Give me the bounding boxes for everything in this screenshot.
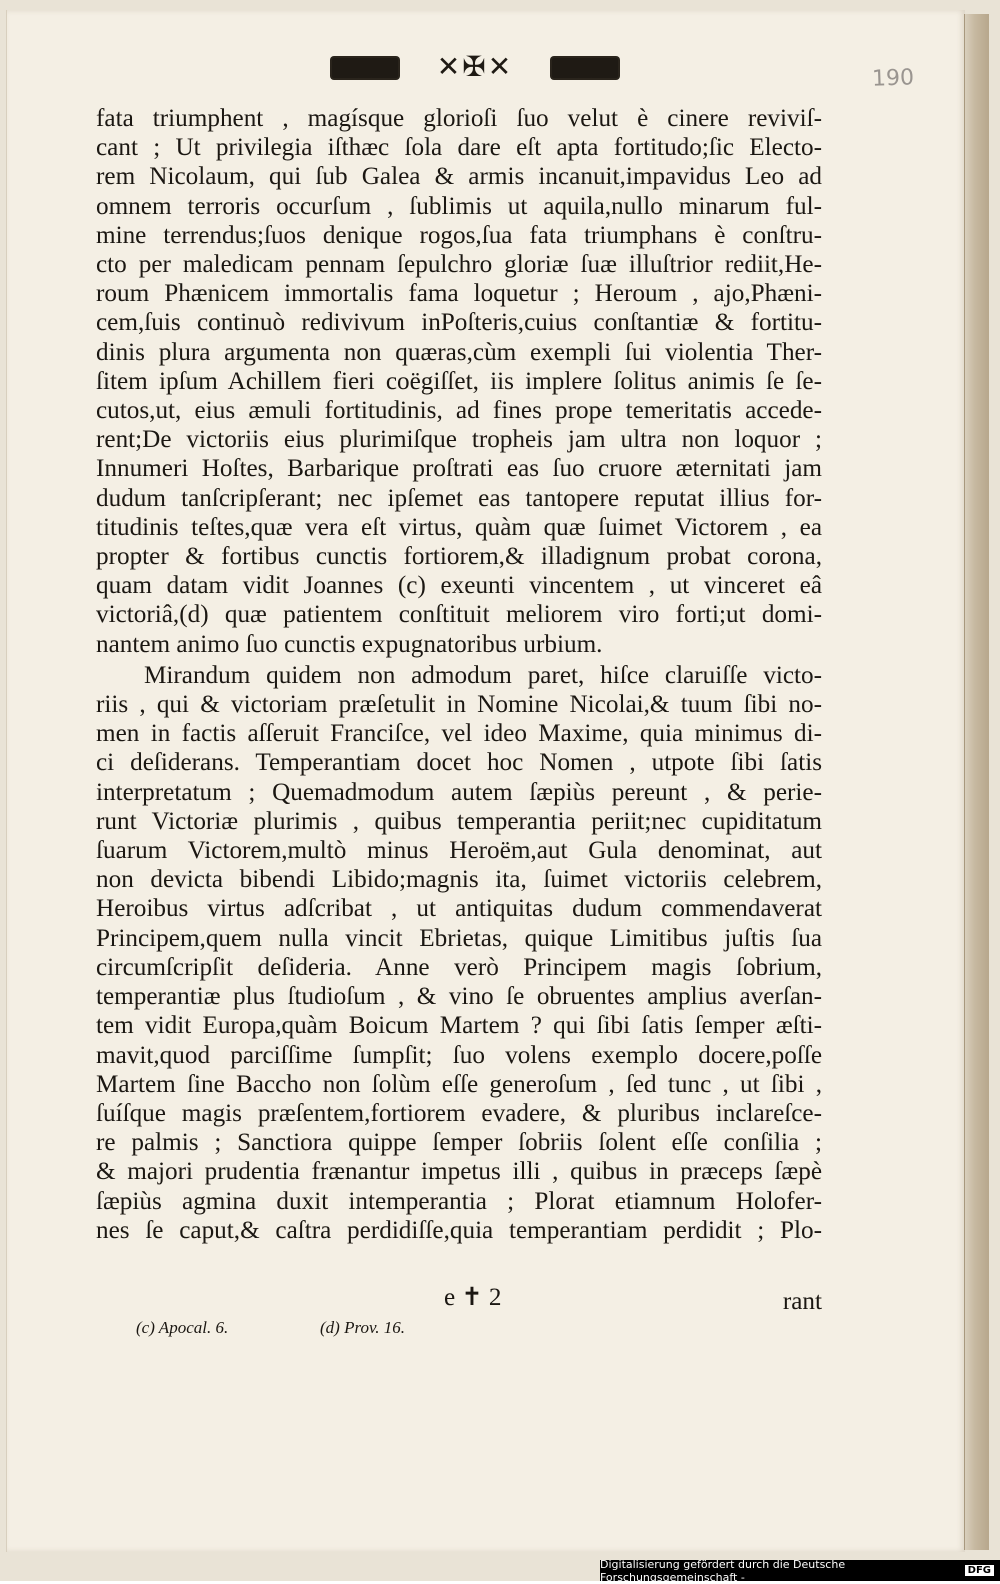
text-line: non devicta bibendi Libido;magnis ita, ſuimet victoriis celebrem, <box>96 866 822 894</box>
text-line: quam datam vidit Joannes (c) exeunti vincentem , ut vinceret eâ <box>96 572 822 600</box>
text-line: roum Phænicem immortalis fama loquetur ; Heroum , ajo,Phæni- <box>96 280 822 308</box>
text-line: fata triumphent , magísque glorioſi ſuo velut è cinere reviviſ- <box>96 105 822 132</box>
text-line: victoriâ,(d) quæ patientem conſtituit meliorem viro forti;ut domi- <box>96 601 822 629</box>
text-line: mine terrendus;ſuos denique rogos,ſua fata triumphans è conſtru- <box>96 221 822 249</box>
text-line: ſuíſque magis præſentem,fortiorem evadere, & pluribus inclareſce- <box>96 1099 822 1127</box>
footnote-c: (c) Apocal. 6. <box>136 1318 229 1337</box>
text-line: rent;De victoriis eius plurimiſque tropheis jam ultra non loquor ; <box>96 426 822 454</box>
text-line: Innumeri Hoſtes, Barbarique proſtrati eas ſuo cruore æternitati jam <box>96 455 822 483</box>
dfg-logo: DFG <box>965 1565 994 1576</box>
text-line: riis , qui & victoriam præſetulit in Nomine Nicolai,& tuum ſibi no- <box>96 691 822 719</box>
catchword: rant <box>782 1288 822 1315</box>
text-line: Mirandum quidem non admodum paret, hiſce claruiſſe victo- <box>144 661 822 689</box>
page-fore-edge <box>964 14 989 1550</box>
text-line: cem,ſuis continuò redivivum inPoſteris,cuius conſtantiæ & fortitu- <box>96 309 822 337</box>
ornament-left-icon <box>330 56 400 80</box>
text-line: circumſcripſit deſideria. Anne verò Principem magis ſobrium, <box>96 953 822 981</box>
text-line: tem vidit Europa,quàm Boicum Martem ? qui ſibi ſatis ſemper æſti- <box>96 1012 822 1040</box>
text-line: titudinis teſtes,quæ vera eſt virtus, quàm quæ ſuimet Victorem , ea <box>96 513 822 541</box>
text-line: interpretatum ; Quemadmodum autem ſæpiùs pereunt , & perie- <box>96 778 822 806</box>
text-line: cutos,ut, eius æmuli fortitudinis, ad fines prope temeritatis accede- <box>96 397 822 425</box>
text-line: Martem ſine Baccho non ſolùm eſſe generoſum , ſed tunc , ut ſibi , <box>96 1070 822 1098</box>
text-line: nantem animo ſuo cunctis expugnatoribus urbium. <box>96 630 603 658</box>
body-text <box>96 104 822 1245</box>
text-line: propter & fortibus cunctis fortiorem,& illadignum probat corona, <box>96 543 822 571</box>
text-line: rem Nicolaum, qui ſub Galea & armis incanuit,impavidus Leo ad <box>96 163 822 191</box>
text-line: cant ; Ut privilegia iſthæc ſola dare eſt apta fortitudo;ſic Electo- <box>96 134 822 162</box>
text-line: Heroibus virtus adſcribat , ut antiquitas dudum commendaverat <box>96 895 822 923</box>
text-line: ci deſiderans. Temperantiam docet hoc Nomen , utpote ſibi ſatis <box>96 749 822 777</box>
text-line: re palmis ; Sanctiora quippe ſemper ſobriis ſolent eſſe conſilia ; <box>96 1129 822 1157</box>
text-line: & majori prudentia frænantur impetus illi , quibus in præceps ſæpè <box>96 1158 822 1186</box>
ornament-right-icon <box>550 56 620 80</box>
text-line: temperantiæ plus ſtudioſum , & vino ſe obruentes amplius averſan- <box>96 983 822 1011</box>
text-line: Principem,quem nulla vincit Ebrietas, quique Limitibus juſtis ſua <box>96 924 822 952</box>
text-line: men in factis aſſeruit Franciſce, vel ideo Maxime, quia minimus di- <box>96 720 822 748</box>
text-line: ſæpiùs agmina duxit intemperantia ; Plorat etiamnum Holofer- <box>96 1187 822 1215</box>
ornament-center-icon: ✕✠✕ <box>436 52 514 83</box>
text-line: nes ſe caput,& caſtra perdidiſſe,quia temperantiam perdidit ; Plo- <box>96 1216 822 1244</box>
text-line: mavit,quod parciſſime ſumpſit; ſuo volens exemplo docere,poſſe <box>96 1041 822 1069</box>
header-ornament <box>330 52 620 84</box>
digitization-credit-bar <box>600 1557 1000 1584</box>
handwritten-folio-number: 190 <box>871 65 915 92</box>
text-line: cto per maledicam pennam ſepulchro gloriæ ſuæ illuſtrior rediit,He- <box>96 251 822 279</box>
signature-mark: e ✝ 2 <box>444 1284 502 1311</box>
text-line: omnem terroris occurſum , ſublimis ut aquila,nullo minarum ful- <box>96 192 822 220</box>
signature-catchword-line <box>96 1282 822 1314</box>
text-line: ſuarum Victorem,multò minus Heroëm,aut Gula denominat, aut <box>96 837 822 865</box>
text-line: dudum tanſcripſerant; nec ipſemet eas tantopere reputat illius for- <box>96 484 822 512</box>
text-line: dinis plura argumenta non quæras,cùm exempli ſui violentia Ther- <box>96 338 822 366</box>
text-line: ſitem ipſum Achillem fieri coëgiſſet, iis implere ſolitus animis ſe ſe- <box>96 367 822 395</box>
footnote-d: (d) Prov. 16. <box>320 1318 405 1337</box>
text-line: runt Victoriæ plurimis , quibus temperantia periit;nec cupiditatum <box>96 807 822 835</box>
credit-text: Digitalisierung gefördert durch die Deutsche Forschungsgemeinschaft - <box>600 1557 846 1584</box>
